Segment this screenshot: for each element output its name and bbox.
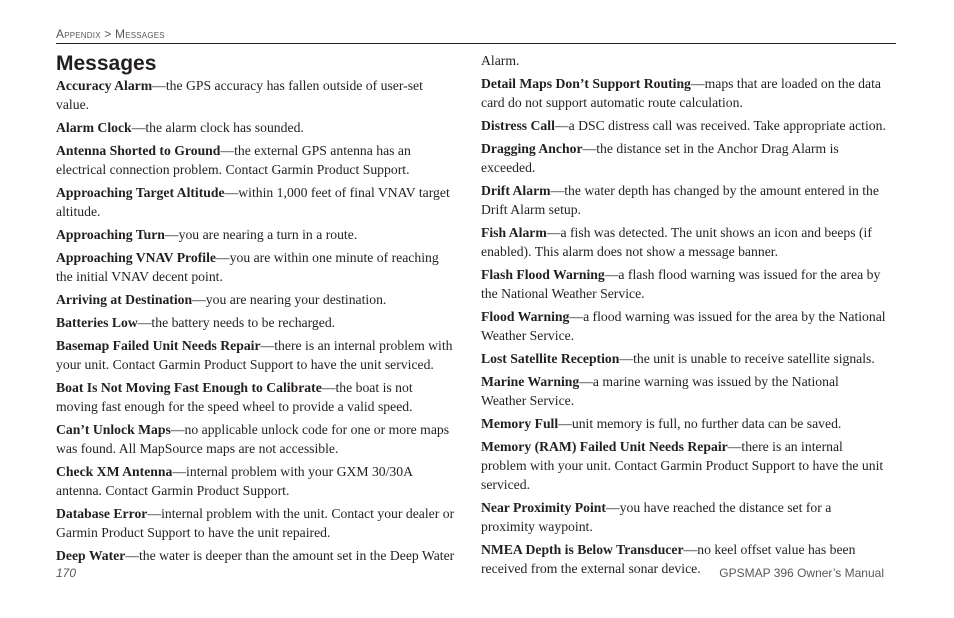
message-entry — [56, 118, 456, 137]
message-entry — [481, 307, 886, 345]
page-title: Messages — [56, 52, 157, 75]
page-number: 170 — [56, 566, 77, 580]
message-entry — [56, 313, 456, 332]
message-description: —the water is deeper than the amount set in the Deep Water — [125, 548, 455, 563]
message-entry — [56, 248, 456, 286]
message-entry — [56, 141, 456, 179]
continued-text: Alarm. — [481, 53, 520, 68]
message-entry — [481, 223, 886, 261]
message-term: Can’t Unlock Maps — [56, 422, 171, 437]
message-term: Approaching VNAV Profile — [56, 250, 216, 265]
message-entry — [56, 420, 456, 458]
message-description: —the boat is not moving fast enough for the speed wheel to provide a valid speed. — [56, 380, 413, 414]
message-term: Approaching Turn — [56, 227, 165, 242]
message-term: Memory (RAM) Failed Unit Needs Repair — [481, 439, 728, 454]
message-term: Fish Alarm — [481, 225, 547, 240]
message-term: Check XM Antenna — [56, 464, 173, 479]
message-description: —the unit is unable to receive satellite signals. — [619, 351, 875, 366]
message-term: Marine Warning — [481, 374, 580, 389]
message-description: —a marine warning was issued by the National Weather Service. — [481, 374, 839, 408]
message-term: Boat Is Not Moving Fast Enough to Calibrate — [56, 380, 322, 395]
message-description: —the battery needs to be recharged. — [137, 315, 336, 330]
message-entry — [56, 76, 456, 114]
message-description: —the water depth has changed by the amount entered in the Drift Alarm setup. — [481, 183, 879, 217]
message-description: —internal problem with the unit. Contact your dealer or Garmin Product Support to have the unit repaired. — [56, 506, 455, 540]
message-term: Flood Warning — [481, 309, 570, 324]
message-description: —within 1,000 feet of final VNAV target altitude. — [56, 185, 450, 219]
message-entry — [481, 265, 886, 303]
message-term: Memory Full — [481, 416, 559, 431]
header-rule — [56, 43, 896, 44]
message-description: —you are within one minute of reaching the initial VNAV decent point. — [56, 250, 439, 284]
message-term: Drift Alarm — [481, 183, 551, 198]
message-entry — [56, 336, 456, 374]
message-description: —maps that are loaded on the data card do not support automatic route calculation. — [481, 76, 881, 110]
message-description: —a fish was detected. The unit shows an icon and beeps (if enabled). This alarm does not show a message banner. — [481, 225, 872, 259]
message-entry — [56, 546, 456, 565]
message-entry — [481, 372, 886, 410]
message-entry — [56, 462, 456, 500]
message-description: —no applicable unlock code for one or more maps was found. All MapSource maps are not accessible. — [56, 422, 450, 456]
message-term: Database Error — [56, 506, 148, 521]
message-description: —there is an internal problem with your unit. Contact Garmin Product Support to have the unit serviced. — [481, 439, 884, 492]
message-entry — [481, 116, 886, 135]
message-term: Arriving at Destination — [56, 292, 193, 307]
left-column — [56, 76, 456, 569]
message-term: Detail Maps Don’t Support Routing — [481, 76, 691, 91]
breadcrumb: Appendix > Messages — [56, 27, 165, 41]
message-description: —internal problem with your GXM 30/30A antenna. Contact Garmin Product Support. — [56, 464, 413, 498]
message-description: —a flash flood warning was issued for the area by the National Weather Service. — [481, 267, 881, 301]
message-term: Distress Call — [481, 118, 555, 133]
message-entry — [481, 349, 886, 368]
message-entry — [481, 181, 886, 219]
message-description: —no keel offset value has been received from the external sonar device. — [481, 542, 856, 576]
message-term: Batteries Low — [56, 315, 138, 330]
message-entry — [481, 437, 886, 494]
message-term: Accuracy Alarm — [56, 78, 153, 93]
message-entry — [56, 290, 456, 309]
message-term: Lost Satellite Reception — [481, 351, 620, 366]
message-term: Deep Water — [56, 548, 126, 563]
message-entry — [56, 504, 456, 542]
message-description: —you have reached the distance set for a proximity waypoint. — [481, 500, 832, 534]
message-term: Approaching Target Altitude — [56, 185, 225, 200]
message-term: Basemap Failed Unit Needs Repair — [56, 338, 261, 353]
message-entry — [56, 225, 456, 244]
message-term: Flash Flood Warning — [481, 267, 605, 282]
message-description: —the GPS accuracy has fallen outside of user-set value. — [56, 78, 423, 112]
message-description: —a flood warning was issued for the area by the National Weather Service. — [481, 309, 886, 343]
message-term: Alarm Clock — [56, 120, 132, 135]
message-term: Dragging Anchor — [481, 141, 583, 156]
message-description: —unit memory is full, no further data can be saved. — [558, 416, 842, 431]
message-description: —the distance set in the Anchor Drag Alarm is exceeded. — [481, 141, 839, 175]
message-entry — [481, 139, 886, 177]
message-term: Near Proximity Point — [481, 500, 606, 515]
message-term: NMEA Depth is Below Transducer — [481, 542, 684, 557]
message-term: Antenna Shorted to Ground — [56, 143, 221, 158]
message-description: —a DSC distress call was received. Take appropriate action. — [554, 118, 886, 133]
message-description: —there is an internal problem with your unit. Contact Garmin Product Support to have the unit serviced. — [56, 338, 453, 372]
message-description: —the external GPS antenna has an electrical connection problem. Contact Garmin Product Support. — [56, 143, 411, 177]
message-entry — [56, 378, 456, 416]
message-entry — [481, 74, 886, 112]
message-entry — [481, 414, 886, 433]
manual-title: GPSMAP 396 Owner’s Manual — [719, 566, 884, 580]
message-entry — [56, 183, 456, 221]
right-column — [481, 51, 886, 582]
message-description: —you are nearing your destination. — [192, 292, 387, 307]
message-description: —the alarm clock has sounded. — [131, 120, 304, 135]
message-entry — [481, 498, 886, 536]
message-description: —you are nearing a turn in a route. — [164, 227, 358, 242]
